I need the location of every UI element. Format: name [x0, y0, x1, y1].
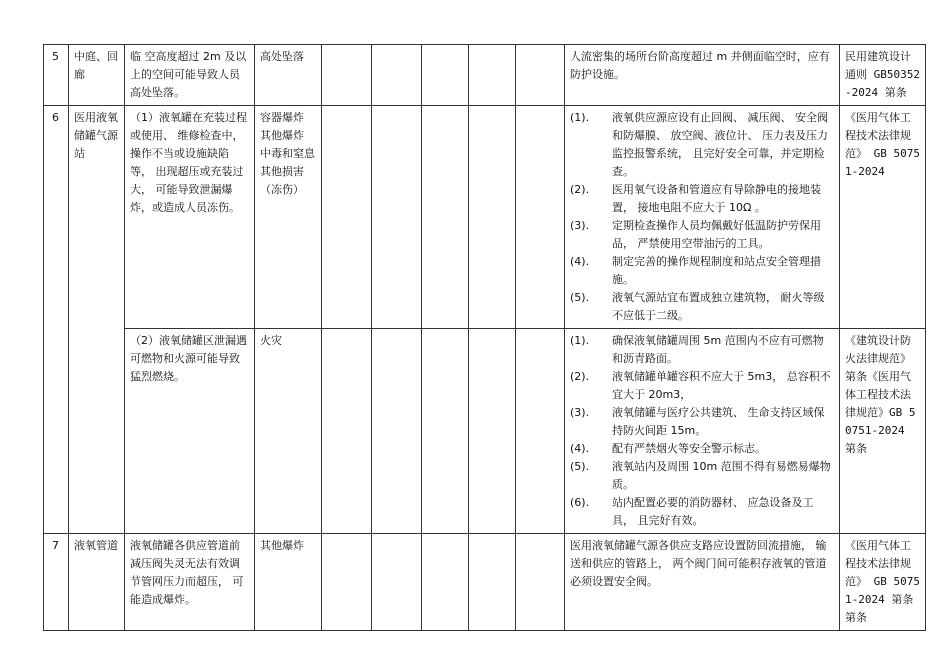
row-number: 7 — [44, 534, 69, 631]
empty-cell — [422, 106, 469, 329]
hazard-cell: 火灾 — [255, 329, 322, 534]
row-number: 6 — [44, 106, 69, 534]
empty-cell — [516, 534, 565, 631]
location-cell: 液氧管道 — [69, 534, 125, 631]
location-cell: 中庭、回廊 — [69, 45, 125, 106]
measure-item: (2). 液氧储罐单罐容积不应大于 5m3， 总容积不宜大于 20m3， — [570, 370, 831, 401]
cause-cell: （2）液氧储罐区泄漏遇可燃物和火源可能导致猛烈燃烧。 — [125, 329, 255, 534]
measure-item: (2). 医用氧气设备和管道应有导除静电的接地装置， 接地电阻不应大于 10Ω 。 — [570, 183, 821, 214]
empty-cell — [516, 106, 565, 329]
measure-item: (1). 液氧供应源应设有止回阀、 减压阀、 安全阀和防爆膜、 放空阀、液位计、 压力表及压力监控报警系统， 且完好安全可靠，并定期检查。 — [570, 111, 828, 178]
empty-cell — [469, 534, 516, 631]
measures-cell — [565, 106, 840, 329]
empty-cell — [422, 45, 469, 106]
hazard-cell: 高处坠落 — [255, 45, 322, 106]
empty-cell — [516, 329, 565, 534]
empty-cell — [372, 329, 422, 534]
basis-cell: 《建筑设计防火法律规范》第条《医用气体工程技术法律规范》GB 50751-2024 第条 — [840, 329, 926, 534]
row-number: 5 — [44, 45, 69, 106]
measure-item: (1). 确保液氧储罐周围 5m 范围内不应有可燃物和沥青路面。 — [570, 334, 824, 365]
measure-item: (6). 站内配置必要的消防器材、 应急设备及工具， 且完好有效。 — [570, 496, 814, 527]
empty-cell — [322, 45, 372, 106]
empty-cell — [469, 106, 516, 329]
measures-cell: 医用液氧储罐气源各供应支路应设置防回流措施， 输送和供应的管路上， 两个阀门间可能积存液氧的管道必须设置安全阀。 — [565, 534, 840, 631]
measure-item: (3). 液氧储罐与医疗公共建筑、 生命支持区域保持防火间距 15m。 — [570, 406, 825, 437]
table-row — [44, 534, 926, 631]
cause-cell: 临 空高度超过 2m 及以上的空间可能导致人员高处坠落。 — [125, 45, 255, 106]
measure-item: (5). 液氧站内及周围 10m 范围不得有易燃易爆物质。 — [570, 460, 831, 491]
cause-cell: （1）液氧罐在充装过程或使用、 维修检查中， 操作不当或设施缺陷等， 出现超压或充装过大， 可能导致泄漏爆炸，或造成人员冻伤。 — [125, 106, 255, 329]
basis-cell: 《医用气体工程技术法律规范》 GB 50751-2024 — [840, 106, 926, 329]
measure-item: (3). 定期检查操作人员均佩戴好低温防护劳保用品， 严禁使用空带油污的工具。 — [570, 219, 821, 250]
empty-cell — [372, 534, 422, 631]
measure-item: (4). 制定完善的操作规程制度和站点安全管理措施。 — [570, 255, 821, 286]
empty-cell — [372, 45, 422, 106]
location-cell: 医用液氧储罐气源站 — [69, 106, 125, 534]
empty-cell — [469, 45, 516, 106]
table-row — [44, 106, 926, 329]
empty-cell — [372, 106, 422, 329]
empty-cell — [469, 329, 516, 534]
hazard-cell: 其他爆炸 — [255, 534, 322, 631]
hazard-cell: 容器爆炸 其他爆炸 中毒和窒息 其他损害 （冻伤） — [255, 106, 322, 329]
empty-cell — [322, 329, 372, 534]
empty-cell — [422, 329, 469, 534]
empty-cell — [322, 106, 372, 329]
measures-cell — [565, 329, 840, 534]
basis-cell: 民用建筑设计通则 GB50352-2024 第条 — [840, 45, 926, 106]
risk-table — [43, 44, 926, 631]
measure-item: (4). 配有严禁烟火等安全警示标志。 — [570, 442, 766, 455]
basis-cell: 《医用气体工程技术法律规范》 GB 50751-2024 第条第条 — [840, 534, 926, 631]
measure-item: (5). 液氧气源站宜布置成独立建筑物， 耐火等级不应低于二级。 — [570, 291, 825, 322]
empty-cell — [322, 534, 372, 631]
empty-cell — [422, 534, 469, 631]
cause-cell: 液氧储罐各供应管道前减压阀失灵无法有效调节管网压力而超压， 可能造成爆炸。 — [125, 534, 255, 631]
empty-cell — [516, 45, 565, 106]
table-row — [44, 329, 926, 534]
table-row — [44, 45, 926, 106]
measures-cell: 人流密集的场所台阶高度超过 m 并侧面临空时，应有防护设施。 — [565, 45, 840, 106]
